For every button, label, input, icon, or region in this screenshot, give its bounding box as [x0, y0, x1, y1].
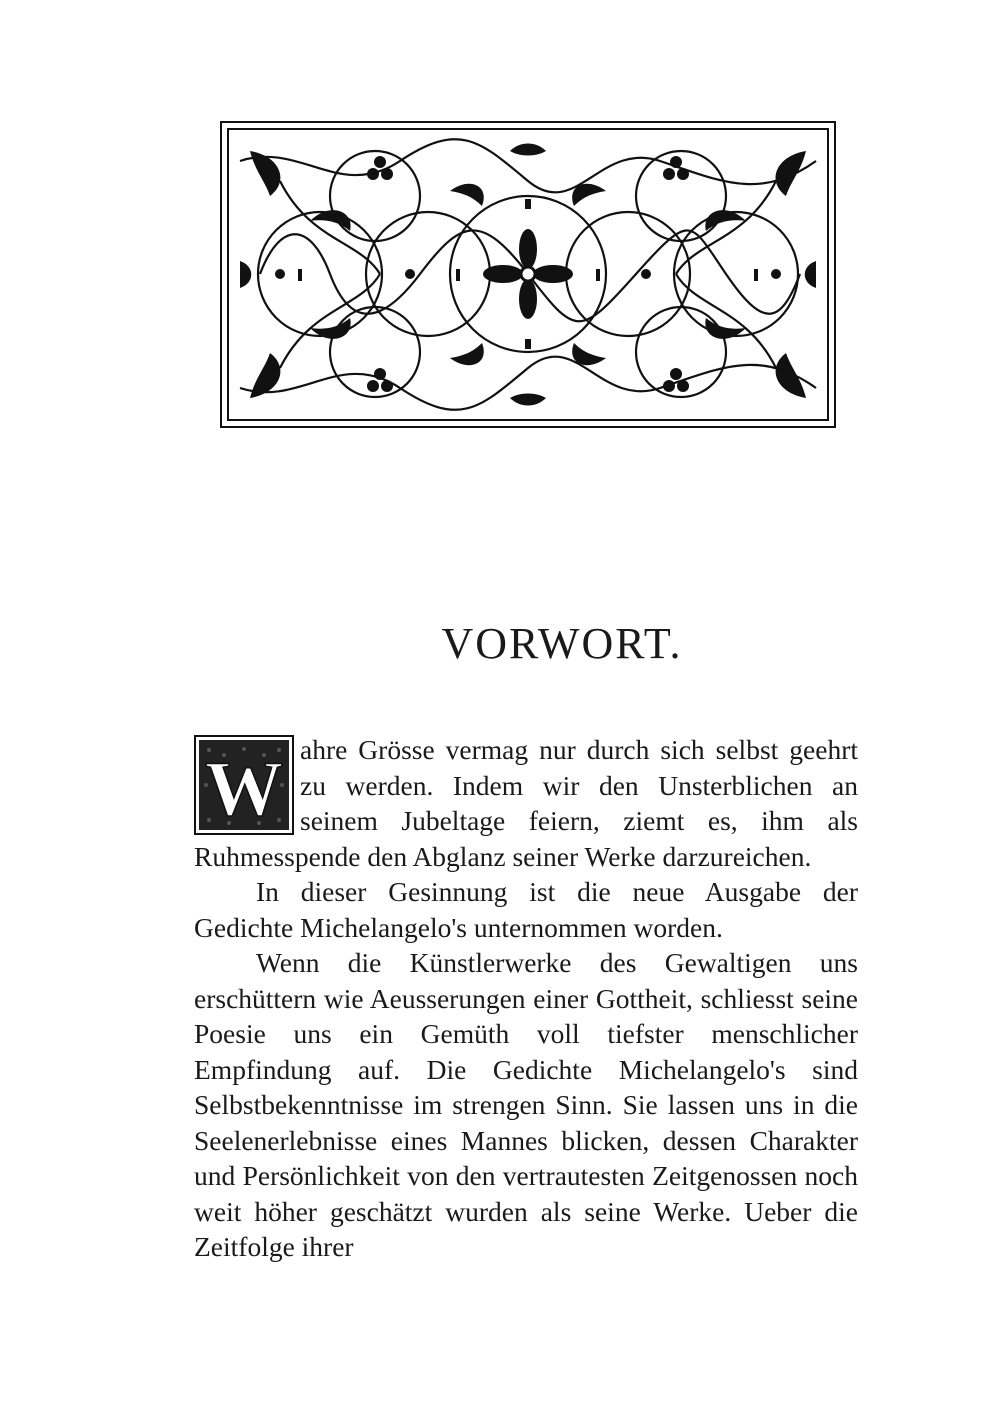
preface-text	[194, 732, 858, 1265]
initial-letter-glyph: W	[205, 745, 283, 832]
ornamental-headpiece	[220, 121, 836, 428]
third-paragraph: Wenn die Künstlerwerke des Gewaltigen uns erschüttern wie Aeusserungen einer Gottheit, schliesst seine Poesie uns ein Gemüth voll tiefster menschlicher Empfindung auf. Die Gedichte Michelangelo's sind Selbstbekenntnisse im strengen Sinn. Sie lassen uns in die Seelenerlebnisse eines Mannes blicken, dessen Charakter und Persönlichkeit von den vertrautesten Zeitgenossen noch weit höher geschätzt wurden als seine Werke. Ueber die Zeitfolge ihrer	[194, 947, 858, 1262]
first-paragraph-rest: geehrt zu werden. Indem wir den Unsterblichen an seinem Jubeltage feiern, ziemt es, ihm als Ruhmesspende den Abglanz seiner Werke darzureichen.	[194, 734, 859, 872]
page-title: VORWORT.	[441, 619, 683, 668]
first-paragraph-first-line: ahre Grösse vermag nur durch sich selbst	[300, 734, 779, 765]
decorated-initial-w	[194, 735, 294, 835]
second-paragraph: In dieser Gesinnung ist die neue Ausgabe der Gedichte Michelangelo's unternommen worden.	[194, 876, 858, 943]
